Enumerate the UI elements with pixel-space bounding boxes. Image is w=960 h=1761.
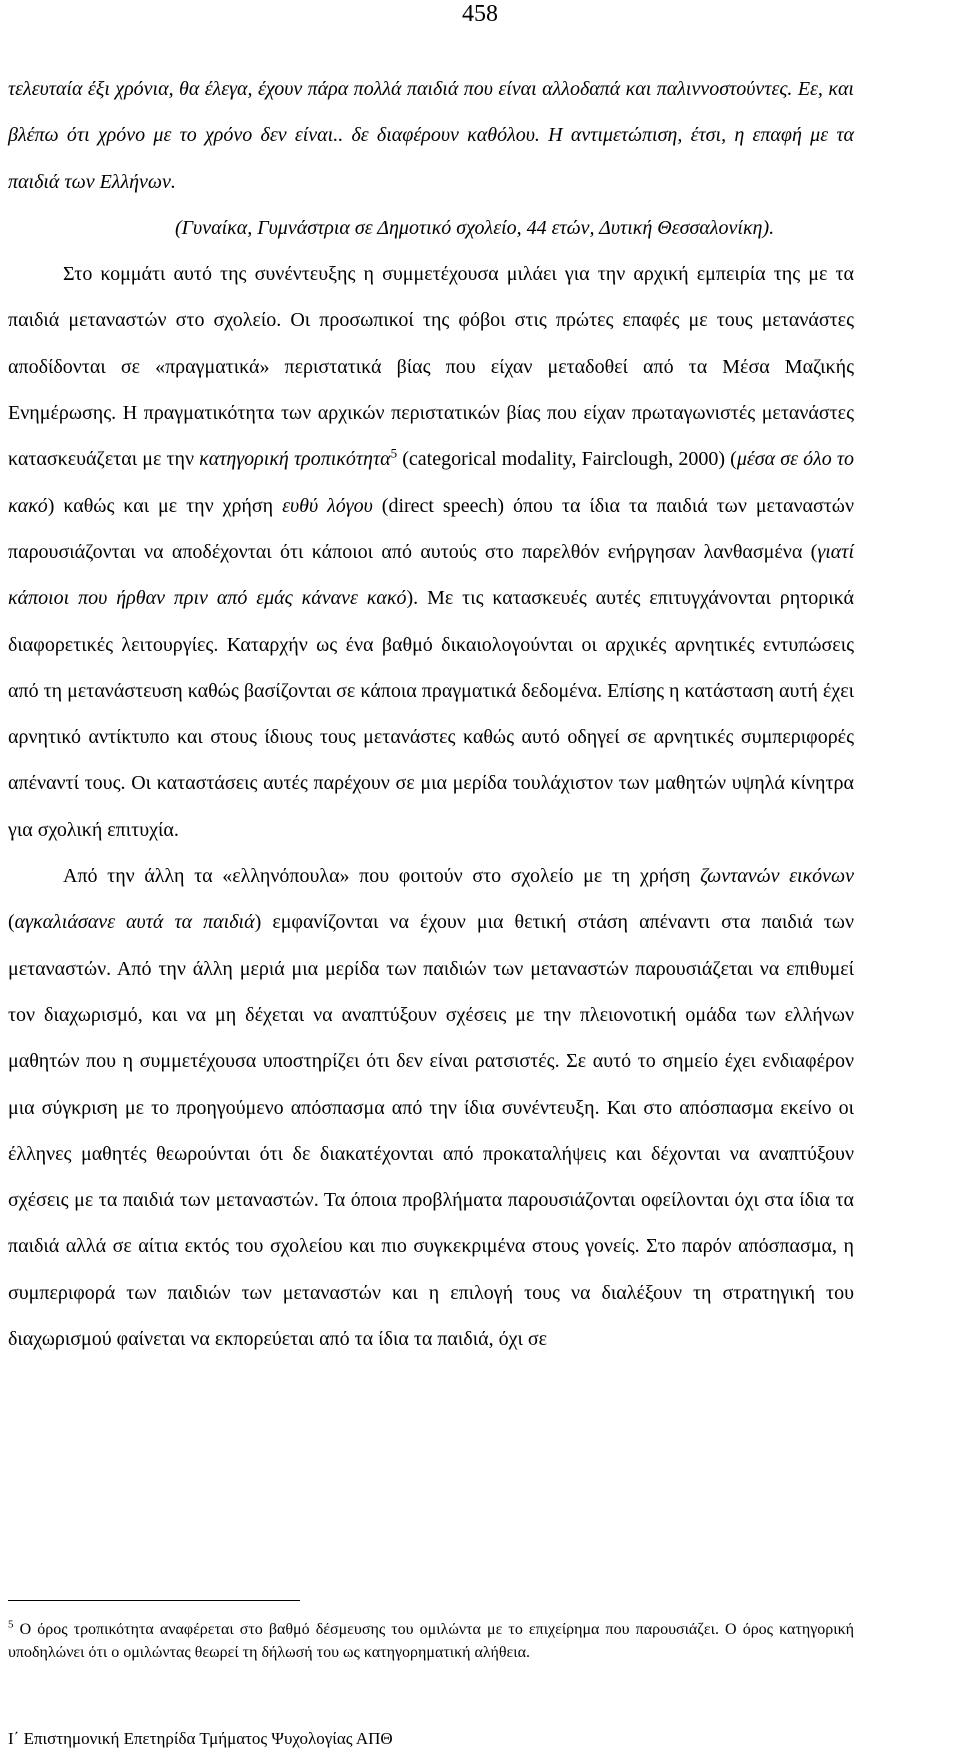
paragraph bbox=[8, 853, 854, 1362]
footnote-separator bbox=[8, 1600, 300, 1601]
italic-phrase: αγκαλιάσανε αυτά τα παιδιά bbox=[14, 911, 255, 934]
text-run: ( bbox=[8, 911, 15, 934]
text-run: Από την άλλη τα «ελληνόπουλα» που φοιτούν στο σχολείο με τη χρήση bbox=[63, 865, 701, 888]
paragraph bbox=[8, 251, 854, 853]
text-run: ). Με τις κατασκευές αυτές επιτυγχάνονται ρητορικά διαφορετικές λειτουργίες. Καταρχήν ως ένα βαθμό δικαιολογούνται οι αρχικές αρνητικές εντυπώσεις από τη μετανάστευση καθώς βασίζονται σε κάποια πραγματικά δεδομένα. Επίσης η κατάσταση αυτή έχει αρνητικό αντίκτυπο και στους ίδιους τους μετανάστες καθώς αυτό οδηγεί σε αρνητικές συμπεριφορές απέναντί τους. Οι καταστάσεις αυτές παρέχουν σε μια μερίδα τουλάχιστον των μαθητών υψηλά κίνητρα για σχολική επιτυχία. bbox=[8, 587, 855, 841]
text-run: Στο κομμάτι αυτό της συνέντευξης η συμμετέχουσα μιλάει για την αρχική εμπειρία της με τα παιδιά μεταναστών στο σχολείο. Οι προσωπικοί της φόβοι στις πρώτες επαφές με τους μετανάστες αποδίδονται σε «πραγματικά» περιστατικά βίας που είχαν μεταδοθεί από τα Μέσα Μαζικής Ενημέρωσης. Η πραγματικότητα των αρχικών περιστατικών βίας που είχαν πρωταγωνιστές μετανάστες κατασκευάζεται με την bbox=[8, 263, 854, 471]
italic-phrase: μέσα σε όλο το κακό bbox=[8, 448, 854, 517]
page-footer: Ι΄ Επιστημονική Επετηρίδα Τμήματος Ψυχολογίας ΑΠΘ bbox=[8, 1729, 393, 1748]
italic-phrase: τελευταία έξι χρόνια, θα έλεγα, έχουν πάρα πολλά παιδιά που είναι αλλοδαπά και παλιννοστούντες. Εε, και βλέπω ότι χρόνο με το χρόνο δεν είναι.. δε διαφέρουν καθόλου. Η αντιμετώπιση, έτσι, η επαφή με τα παιδιά των Ελλήνων. bbox=[8, 78, 854, 193]
italic-phrase: (Γυναίκα, Γυμνάστρια σε Δημοτικό σχολείο, 44 ετών, Δυτική Θεσσαλονίκη). bbox=[175, 216, 775, 239]
italic-phrase: γιατί κάποιοι που ήρθαν πριν από εμάς κάνανε κακό bbox=[8, 540, 854, 610]
quote-text bbox=[8, 66, 854, 205]
quote-attribution bbox=[8, 205, 854, 251]
italic-phrase: ευθύ λόγου bbox=[282, 494, 373, 517]
footnote bbox=[8, 1618, 854, 1664]
footnote-marker: 5 bbox=[8, 1618, 14, 1631]
page-number: 458 bbox=[462, 1, 498, 27]
text-run: ) εμφανίζονται να έχουν μια θετική στάση απέναντι στα παιδιά των μεταναστών. Από την άλλη μεριά μια μερίδα των παιδιών των μεταναστών παρουσιάζεται να επιθυμεί τον διαχωρισμό, και να μη δέχεται να αναπτύξουν σχέσεις με την πλειονοτική ομάδα των ελλήνων μαθητών που η συμμετέχουσα υποστηρίζει ότι δεν είναι ρατσιστές. Σε αυτό το σημείο έχει ενδιαφέρον μια σύγκριση με το προηγούμενο απόσπασμα από την ίδια συνέντευξη. Και στο απόσπασμα εκείνο οι έλληνες μαθητές θεωρούνται ότι δε διακατέχονται από προκαταλήψεις και δέχονται να αναπτύξουν σχέσεις με τα παιδιά των μεταναστών. Τα όποια προβλήματα παρουσιάζονται οφείλονται όχι στα ίδια τα παιδιά αλλά σε αίτια εκτός του σχολείου και πιο συγκεκριμένα στους γονείς. Στο παρόν απόσπασμα, η συμπεριφορά των παιδιών των μεταναστών και η επιλογή τους να διαλέξουν τη στρατηγική του διαχωρισμού φαίνεται να εκπορεύεται από τα ίδια τα παιδιά, όχι σε bbox=[8, 911, 854, 1351]
text-run: (categorical modality, Fairclough, 2000) ( bbox=[397, 448, 737, 471]
text-run: ) καθώς και με την χρήση bbox=[47, 494, 283, 517]
footnote-ref: 5 bbox=[390, 445, 398, 461]
footnote-text: Ο όρος τροπικότητα αναφέρεται στο βαθμό δέσμευσης του ομιλώντα με το επιχείρημα που παρουσιάζει. Ο όρος κατηγορική υποδηλώνει ότι ο ομιλώντας θεωρεί τη δήλωσή του ως κατηγορηματική αλήθεια. bbox=[8, 1621, 854, 1661]
main-text bbox=[8, 66, 854, 1362]
italic-phrase: κατηγορική τροπικότητα bbox=[199, 448, 391, 471]
italic-phrase: ζωντανών εικόνων bbox=[700, 865, 854, 888]
text-run: (direct speech) όπου τα ίδια τα παιδιά των μεταναστών παρουσιάζονται να αποδέχονται ότι κάποιοι από αυτούς στο παρελθόν ενήργησαν λανθασμένα ( bbox=[8, 494, 855, 563]
